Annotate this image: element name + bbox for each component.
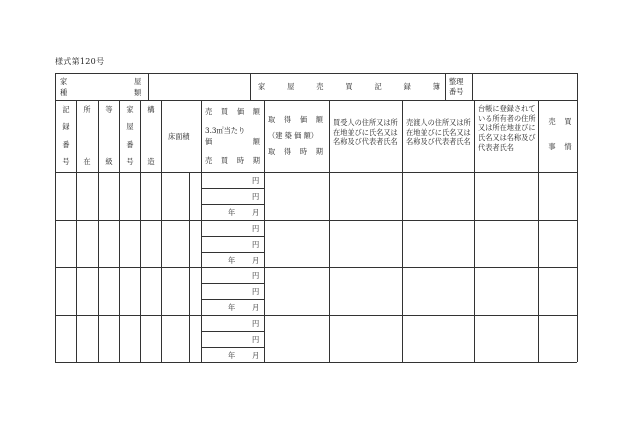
form-number: 様式第120号 <box>55 57 105 66</box>
col-per-33: 3.3㎡当たり <box>205 126 246 135</box>
shurui-label-rui: 類 <box>134 88 142 97</box>
record-row-divider <box>55 315 577 316</box>
sub-row-line <box>201 204 264 205</box>
grid-line-v <box>445 73 446 100</box>
sub-row-line <box>201 331 264 332</box>
table-border-right <box>577 73 578 362</box>
unit-nen: 年 <box>228 351 236 360</box>
unit-yen: 円 <box>252 271 260 280</box>
grid-line-v <box>76 100 77 362</box>
col-kaoku-bango: 家 屋 番 号 <box>126 105 134 166</box>
sub-row-line <box>201 188 264 189</box>
grid-line-v <box>538 100 539 362</box>
unit-nen: 年 <box>228 256 236 265</box>
unit-nen: 年 <box>228 303 236 312</box>
grid-line-v <box>140 100 141 362</box>
col-shozai: 所 在 <box>83 105 91 166</box>
record-row-divider <box>55 220 577 221</box>
col-baibai-jijou-left: 売 事 <box>548 117 556 151</box>
col-baibai-kakaku: 売 買 価 額 <box>205 107 260 116</box>
grid-line-v <box>264 100 265 362</box>
col-shutoku-jiki: 取 得 時 期 <box>268 147 323 156</box>
col-baibai-jiki: 売 買 時 期 <box>205 156 260 165</box>
table-border-bottom <box>55 362 577 363</box>
grid-line-v <box>472 73 473 100</box>
unit-yen: 円 <box>252 224 260 233</box>
table-border-left <box>55 73 56 362</box>
grid-line-v <box>474 100 475 362</box>
seiri-label: 整理 <box>449 77 464 86</box>
col-kaiuke-nin: 買受人の住所又は所在地並びに氏名又は名称及び代表者氏名 <box>333 118 398 147</box>
sub-row-line <box>201 236 264 237</box>
grid-line-v <box>250 73 251 100</box>
header-row-divider <box>55 100 577 101</box>
col-per-33-kakaku: 価 額 <box>205 137 260 146</box>
bango-label: 番号 <box>449 87 464 96</box>
unit-yen: 円 <box>252 240 260 249</box>
sub-row-line <box>201 252 264 253</box>
col-kiroku-bango: 記 録 番 号 <box>62 105 70 166</box>
grid-line-v <box>119 100 120 362</box>
kaoku-label-ka: 家 <box>60 77 68 86</box>
record-row-divider <box>55 267 577 268</box>
grid-line-v <box>329 100 330 362</box>
unit-tsuki: 月 <box>252 351 260 360</box>
table-border-top <box>55 73 577 74</box>
unit-nen: 年 <box>228 208 236 217</box>
grid-line-v <box>98 100 99 362</box>
register-title: 家 屋 売 買 記 録 簿 <box>258 82 440 91</box>
col-kenchiku-kakaku: （建 築 価 額） <box>268 131 318 140</box>
sub-row-line <box>201 299 264 300</box>
grid-line-v <box>201 100 202 362</box>
sub-row-line <box>201 347 264 348</box>
sub-row-line <box>201 283 264 284</box>
col-kouzou: 構 造 <box>147 105 155 166</box>
unit-yen: 円 <box>252 192 260 201</box>
unit-yen: 円 <box>252 319 260 328</box>
column-header-bottom <box>55 172 577 173</box>
unit-tsuki: 月 <box>252 256 260 265</box>
col-baibai-jijou-right: 買 情 <box>564 117 572 151</box>
col-yukamenseki: 床面積 <box>168 132 190 141</box>
unit-yen: 円 <box>252 335 260 344</box>
col-toukyu: 等 級 <box>105 105 113 166</box>
kaoku-label-oku: 屋 <box>134 77 142 86</box>
col-daicho-shoyusha: 台帳に登録されている所有者の住所又は所在地並びに氏名又は名称及び代表者氏名 <box>478 104 536 152</box>
unit-yen: 円 <box>252 176 260 185</box>
col-jouto-nin: 売渡人の住所又は所在地並びに氏名又は名称及び代表者氏名 <box>406 118 471 147</box>
grid-line-v <box>148 73 149 100</box>
unit-tsuki: 月 <box>252 208 260 217</box>
shurui-label-shu: 種 <box>60 88 68 97</box>
grid-line-v <box>161 100 162 362</box>
unit-tsuki: 月 <box>252 303 260 312</box>
grid-line-v <box>402 100 403 362</box>
unit-yen: 円 <box>252 287 260 296</box>
col-shutoku-kakaku: 取 得 価 額 <box>268 115 323 124</box>
